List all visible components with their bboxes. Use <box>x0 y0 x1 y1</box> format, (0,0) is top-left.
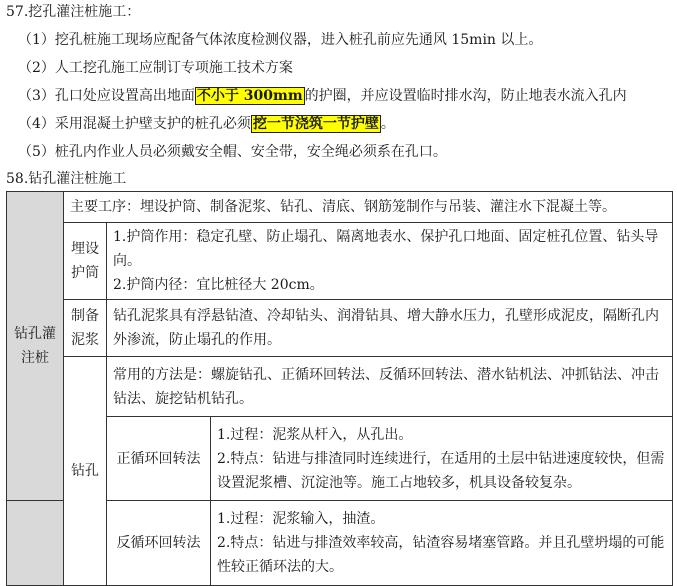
drilling-label-cell: 钻孔 <box>64 357 107 586</box>
drilling-common-cell <box>107 357 673 417</box>
forward-method-content <box>211 417 673 501</box>
item-3-highlight: 不小于 300mm <box>196 88 303 104</box>
reverse-line-3: 性较正循环法的大。 <box>217 559 343 575</box>
casing-label-2: 护筒 <box>71 265 99 281</box>
item-3 <box>18 86 627 106</box>
section-58-title: 58.钻孔灌注桩施工 <box>6 171 127 187</box>
item-1: （1）挖孔桩施工现场应配备气体浓度检测仪器，进入桩孔前应先通风 15min 以上。 <box>18 32 543 48</box>
forward-method-name: 正循环回转法 <box>107 417 211 501</box>
slurry-label-1: 制备 <box>71 308 99 324</box>
item-4-post: 。 <box>380 116 395 132</box>
slurry-content-cell <box>107 300 673 357</box>
reverse-method-content <box>211 501 673 586</box>
category-line-1: 钻孔灌 <box>14 326 56 342</box>
slurry-label-cell <box>64 300 107 357</box>
item-3-pre: （3）孔口处应设置高出地面 <box>18 88 195 104</box>
item-5: （5）桩孔内作业人员必须戴安全帽、安全带，安全绳必须系在孔口。 <box>18 144 447 160</box>
category-cell <box>7 192 64 501</box>
slurry-line-2: 外渗流，防止塌孔的作用。 <box>113 332 281 348</box>
casing-line-1: 1.护筒作用：稳定孔壁、防止塌孔、隔离地表水、保护孔口地面、固定桩孔位置、钻头导向。 <box>113 229 659 269</box>
item-2: （2）人工挖孔施工应制订专项施工技术方案 <box>18 60 293 76</box>
item-4-highlight: 挖一节浇筑一节护壁 <box>252 116 379 132</box>
reverse-line-1: 1.过程：泥浆输入，抽渣。 <box>217 511 385 527</box>
casing-content-cell <box>107 223 673 300</box>
category-cell-continued <box>7 501 64 586</box>
item-3-post: 的护圈，并应设置临时排水沟，防止地表水流入孔内 <box>304 88 627 104</box>
slurry-label-2: 泥浆 <box>71 332 99 348</box>
reverse-method-name: 反循环回转法 <box>107 501 211 586</box>
forward-line-1: 1.过程：泥浆从杆入，从孔出。 <box>217 426 413 443</box>
casing-label-cell <box>64 223 107 300</box>
drilling-pile-table <box>6 191 673 586</box>
slurry-line-1: 钻孔泥浆具有浮悬钻渣、冷却钻头、润滑钻具、增大静水压力，孔壁形成泥皮，隔断孔内 <box>113 308 659 324</box>
casing-label-1: 埋设 <box>71 241 99 257</box>
drilling-common-1: 常用的方法是：螺旋钻孔、正循环回转法、反循环回转法、潜水钻机法、冲抓钻法、冲击 <box>113 366 659 383</box>
drilling-common-2: 钻法、旋挖钻机钻孔。 <box>113 390 253 407</box>
forward-line-2: 2.特点：钻进与排渣同时连续进行，在适用的土层中钻进速度较快，但需 <box>217 450 665 467</box>
forward-line-3: 设置泥浆槽、沉淀池等。施工占地较多，机具设备较复杂。 <box>217 474 581 491</box>
reverse-line-2: 2.特点：钻进与排渣效率较高，钻渣容易堵塞管路。并且孔壁坍塌的可能 <box>217 535 665 551</box>
casing-line-2: 2.护筒内径：宜比桩径大 20cm。 <box>113 277 324 293</box>
category-line-2: 注桩 <box>21 350 49 366</box>
main-process-cell: 主要工序：埋设护筒、制备泥浆、钻孔、清底、钢筋笼制作与吊装、灌注水下混凝土等。 <box>64 192 673 223</box>
item-4 <box>18 114 395 134</box>
section-57-title: 57.挖孔灌注桩施工： <box>6 4 141 20</box>
item-4-pre: （4）采用混凝土护壁支护的桩孔必须 <box>18 116 251 132</box>
